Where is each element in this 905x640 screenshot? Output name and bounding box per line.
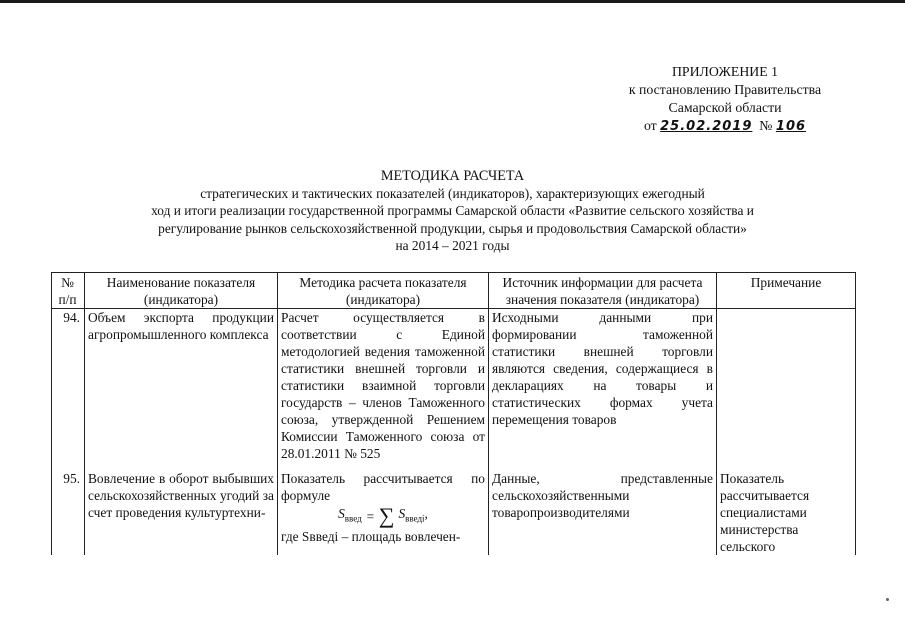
handwritten-date: 25.02.2019: [660, 119, 753, 134]
appendix-line-3: Самарской области: [668, 100, 782, 115]
handwritten-number: 106: [775, 119, 807, 134]
area-formula: [281, 504, 485, 528]
heading-line-3: регулирование рынков сельскохозяйственной продукции, сырья и продовольствия Самарской области»: [158, 220, 747, 236]
sum-symbol: ∑: [378, 503, 395, 528]
header-source: Источник информации для расчета значения показателя (индикатора): [489, 273, 717, 309]
date-prefix: от: [643, 118, 657, 133]
document-title: МЕТОДИКА РАСЧЕТА: [380, 168, 525, 184]
formula-tail: ,: [424, 505, 428, 521]
indicators-table: [51, 272, 856, 555]
header-name: Наименование показателя (индикатора): [85, 273, 278, 309]
formula-rhs: S: [398, 505, 406, 521]
row-94-name: Объем экспорта продукции агропромышленного комплекса: [85, 309, 278, 463]
formula-lhs: S: [338, 505, 345, 521]
row-95-method-after: где Sвведi – площадь вовлечен-: [281, 529, 461, 544]
document-heading: [90, 167, 815, 255]
header-note: Примечание: [717, 273, 856, 309]
row-94-note: [717, 309, 856, 463]
row-95-source: Данные, представленные сельскохозяйственными товаропроизводителями: [489, 462, 717, 555]
formula-equals: =: [365, 508, 375, 524]
scan-speck: [886, 598, 889, 601]
formula-rhs-sub: введi: [405, 513, 425, 524]
row-95-num: 95.: [52, 462, 85, 555]
heading-line-4: на 2014 – 2021 годы: [395, 238, 510, 254]
heading-line-2: ход и итоги реализации государственной программы Самарской области «Развитие сельского хозяйства и: [151, 203, 754, 219]
appendix-header: [560, 63, 890, 136]
row-94-method: Расчет осуществляется в соответствии с Единой методологией ведения таможенной статистики внешней торговли и статистики взаимной торговли государств – членов Таможенного союза, утвержденной Решением Комиссии Таможенного союза от 28.01.2011 № 525: [278, 309, 489, 463]
table-row: [52, 462, 856, 555]
appendix-title: ПРИЛОЖЕНИЕ 1: [671, 64, 779, 79]
table-row: [52, 309, 856, 463]
row-94-num: 94.: [52, 309, 85, 463]
header-num: № п/п: [52, 273, 85, 309]
row-94-source: Исходными данными при формировании таможенной статистики внешней торговли являются сведения, содержащиеся в декларациях на товары и статистических формах учета перемещения товаров: [489, 309, 717, 463]
number-prefix: №: [759, 118, 773, 133]
appendix-date-line: [560, 117, 890, 136]
header-method: Методика расчета показателя (индикатора): [278, 273, 489, 309]
top-border-line: [0, 0, 905, 3]
row-95-method-intro: Показатель рассчитывается по формуле: [281, 471, 485, 503]
heading-line-1: стратегических и тактических показателей (индикаторов), характеризующих ежегодный: [200, 186, 705, 201]
row-95-method: [278, 462, 489, 555]
row-95-name: Вовлечение в оборот выбывших сельскохозяйственных угодий за счет проведения культуртехни-: [85, 462, 278, 555]
row-95-note: Показатель рассчитывается специалистами министерства сельского: [717, 462, 856, 555]
appendix-line-2: к постановлению Правительства: [628, 82, 822, 97]
table-header-row: [52, 273, 856, 309]
formula-lhs-sub: введ: [344, 513, 362, 524]
